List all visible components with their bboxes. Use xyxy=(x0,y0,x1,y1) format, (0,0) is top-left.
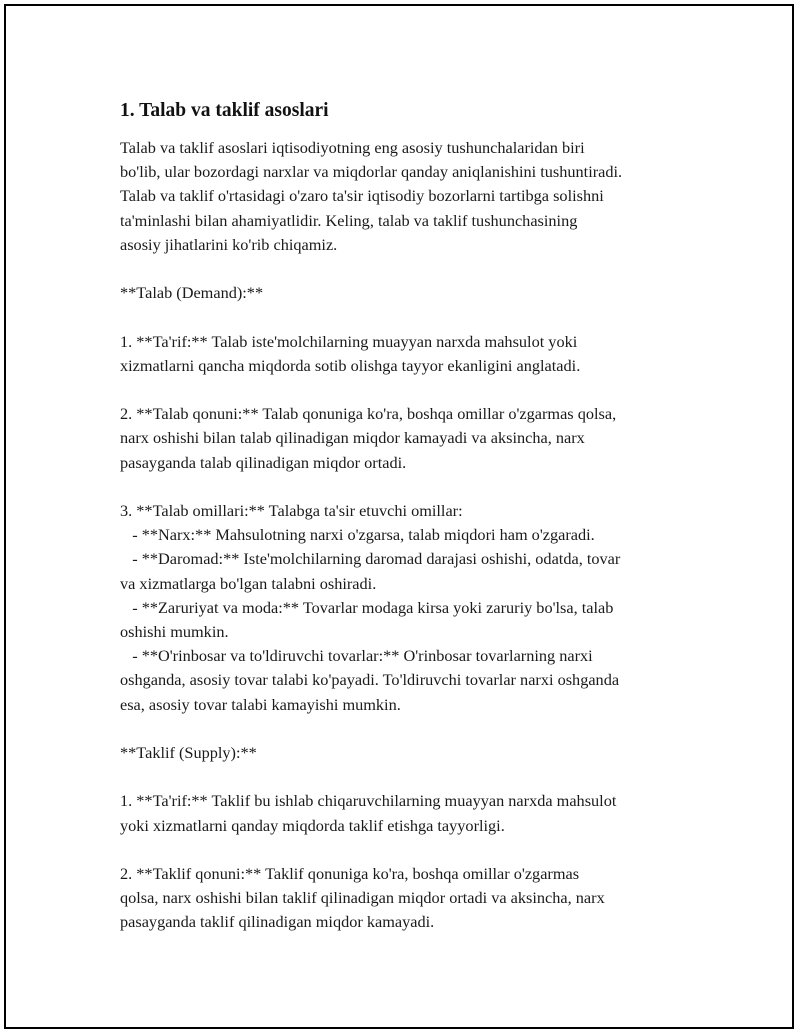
text-line: pasayganda taklif qilinadigan miqdor kamayadi. xyxy=(120,912,435,932)
text-line: 2. **Taklif qonuni:** Taklif qonuniga ko'ra, boshqa omillar o'zgarmas xyxy=(120,863,580,883)
text-line: 1. **Ta'rif:** Taklif bu ishlab chiqaruvchilarning muayyan narxda mahsulot xyxy=(120,791,617,811)
paragraph xyxy=(120,402,700,475)
text-line: qolsa, narx oshishi bilan taklif qilinadigan miqdor ortadi va aksincha, narx xyxy=(120,888,605,908)
paragraph xyxy=(120,789,700,837)
text-line: narx oshishi bilan talab qilinadigan miqdor kamayadi va aksincha, narx xyxy=(120,428,585,448)
text-line: xizmatlarni qancha miqdorda sotib olishga tayyor ekanligini anglatadi. xyxy=(120,355,581,375)
text-line: Talab va taklif asoslari iqtisodiyotning eng asosiy tushunchalaridan biri xyxy=(120,138,585,157)
paragraph xyxy=(120,330,700,378)
text-line: - **Narx:** Mahsulotning narxi o'zgarsa, talab miqdori ham o'zgaradi. xyxy=(120,525,595,545)
paragraph-list xyxy=(120,136,700,935)
document-page xyxy=(4,4,794,1029)
text-line: oshganda, asosiy tovar talabi ko'payadi. To'ldiruvchi tovarlar narxi oshganda xyxy=(120,670,620,690)
document-body xyxy=(120,98,700,959)
paragraph xyxy=(120,136,700,257)
text-line: Talab va taklif o'rtasidagi o'zaro ta'sir iqtisodiy bozorlarni tartibga solishni xyxy=(120,186,604,206)
paragraph xyxy=(120,741,700,765)
text-line: 3. **Talab omillari:** Talabga ta'sir etuvchi omillar: xyxy=(120,500,463,520)
text-line: - **Zaruriyat va moda:** Tovarlar modaga kirsa yoki zaruriy bo'lsa, talab xyxy=(120,597,614,617)
text-line: yoki xizmatlarni qanday miqdorda taklif etishga tayyorligi. xyxy=(120,815,505,835)
text-line: - **Daromad:** Iste'molchilarning daromad darajasi oshishi, odatda, tovar xyxy=(120,549,621,569)
text-line: ta'minlashi bilan ahamiyatlidir. Keling, talab va taklif tushunchasining xyxy=(120,210,578,230)
paragraph xyxy=(120,862,700,935)
text-line: bo'lib, ular bozordagi narxlar va miqdorlar qanday aniqlanishini tushuntiradi. xyxy=(120,162,623,182)
text-line: 1. **Ta'rif:** Talab iste'molchilarning muayyan narxda mahsulot yoki xyxy=(120,331,578,351)
paragraph xyxy=(120,499,700,717)
text-line: **Taklif (Supply):** xyxy=(120,743,257,762)
paragraph xyxy=(120,281,700,305)
text-line: 2. **Talab qonuni:** Talab qonuniga ko'ra, boshqa omillar o'zgarmas qolsa, xyxy=(120,404,617,424)
section-heading: 1. Talab va taklif asoslari xyxy=(120,100,329,121)
text-line: asosiy jihatlarini ko'rib chiqamiz. xyxy=(120,234,338,254)
text-line: - **O'rinbosar va to'ldiruvchi tovarlar:** O'rinbosar tovarlarning narxi xyxy=(120,646,593,666)
text-line: oshishi mumkin. xyxy=(120,622,229,641)
text-line: va xizmatlarga bo'lgan talabni oshiradi. xyxy=(120,573,377,593)
text-line: pasayganda talab qilinadigan miqdor ortadi. xyxy=(120,452,407,472)
text-line: esa, asosiy tovar talabi kamayishi mumkin. xyxy=(120,694,401,714)
text-line: **Talab (Demand):** xyxy=(120,283,264,303)
